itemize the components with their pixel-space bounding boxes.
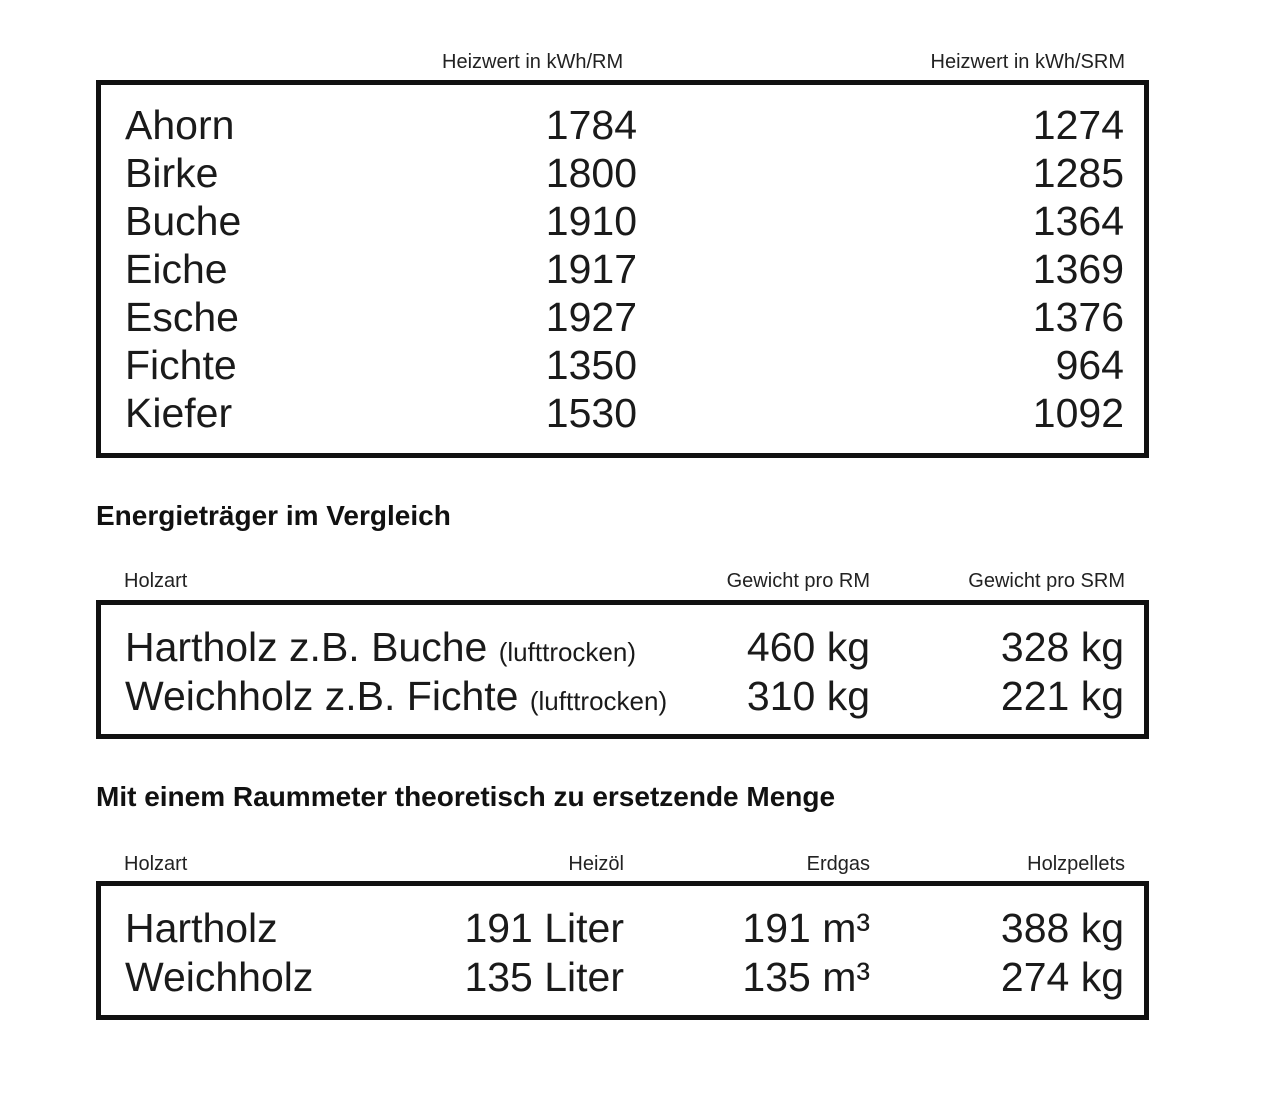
heizwert-srm-cell: 1369 [1032,246,1124,292]
table-row [101,197,1144,245]
table-row [101,623,1144,671]
heizwert-rm-cell: 1917 [545,246,637,292]
heizwert-srm-cell: 1364 [1032,198,1124,244]
heizwert-srm-cell: 1092 [1032,390,1124,436]
holzart-cell: Weichholz [125,954,314,1000]
heizwert-rm-cell: 1910 [545,198,637,244]
holzart-note: (lufttrocken) [529,686,668,716]
table-row [101,149,1144,197]
holzart-cell: Ahorn [125,102,235,148]
heizoel-cell: 135 Liter [464,954,624,1000]
holzpellets-cell: 274 kg [1000,954,1124,1000]
header-holzart: Holzart [124,853,188,875]
header-heizwert-srm: Heizwert in kWh/SRM [930,51,1125,73]
holzart-cell: Buche [125,198,242,244]
gewicht-srm-cell: 221 kg [1000,673,1124,719]
gewicht-table [96,600,1149,739]
holzart-cell: Esche [125,294,239,340]
table-row [101,904,1144,952]
holzpellets-cell: 388 kg [1000,905,1124,951]
holzart-cell: Birke [125,150,219,196]
holzart-label: Hartholz z.B. Buche [125,624,488,670]
header-gewicht-rm: Gewicht pro RM [726,570,870,592]
holzart-cell: Hartholz [125,905,278,951]
table-row [101,293,1144,341]
section-title-energietraeger: Energieträger im Vergleich [96,500,451,531]
section-title-menge: Mit einem Raummeter theoretisch zu ersetzende Menge [96,781,836,812]
header-holzpellets: Holzpellets [1027,853,1125,875]
header-gewicht-srm: Gewicht pro SRM [968,570,1125,592]
table-row [101,245,1144,293]
heizwert-srm-cell: 1285 [1032,150,1124,196]
heizwert-srm-cell: 964 [1055,342,1124,388]
holzart-cell: Fichte [125,342,237,388]
table-row [101,672,1144,720]
table-row [101,341,1144,389]
table-row [101,953,1144,1001]
heizoel-cell: 191 Liter [464,905,624,951]
heizwert-rm-cell: 1800 [545,150,637,196]
table-row [101,389,1144,437]
holzart-cell: Eiche [125,246,228,292]
header-heizoel: Heizöl [568,853,624,875]
holzart-cell [125,672,667,725]
table-row [101,101,1144,149]
holzart-label: Weichholz z.B. Fichte [125,673,519,719]
gewicht-rm-cell: 460 kg [746,624,870,670]
holzart-cell: Kiefer [125,390,233,436]
header-holzart: Holzart [124,570,188,592]
ersatz-table [96,881,1149,1020]
heizwert-rm-cell: 1927 [545,294,637,340]
erdgas-cell: 135 m³ [742,954,870,1000]
heizwert-rm-cell: 1350 [545,342,637,388]
heizwert-srm-cell: 1376 [1032,294,1124,340]
heizwert-srm-cell: 1274 [1032,102,1124,148]
holzart-note: (lufttrocken) [498,637,637,667]
header-erdgas: Erdgas [806,853,870,875]
gewicht-srm-cell: 328 kg [1000,624,1124,670]
heizwert-table [96,80,1149,458]
heizwert-rm-cell: 1530 [545,390,637,436]
heizwert-rm-cell: 1784 [545,102,637,148]
erdgas-cell: 191 m³ [742,905,870,951]
gewicht-rm-cell: 310 kg [746,673,870,719]
header-heizwert-rm: Heizwert in kWh/RM [442,51,624,73]
holzart-cell [125,623,636,676]
